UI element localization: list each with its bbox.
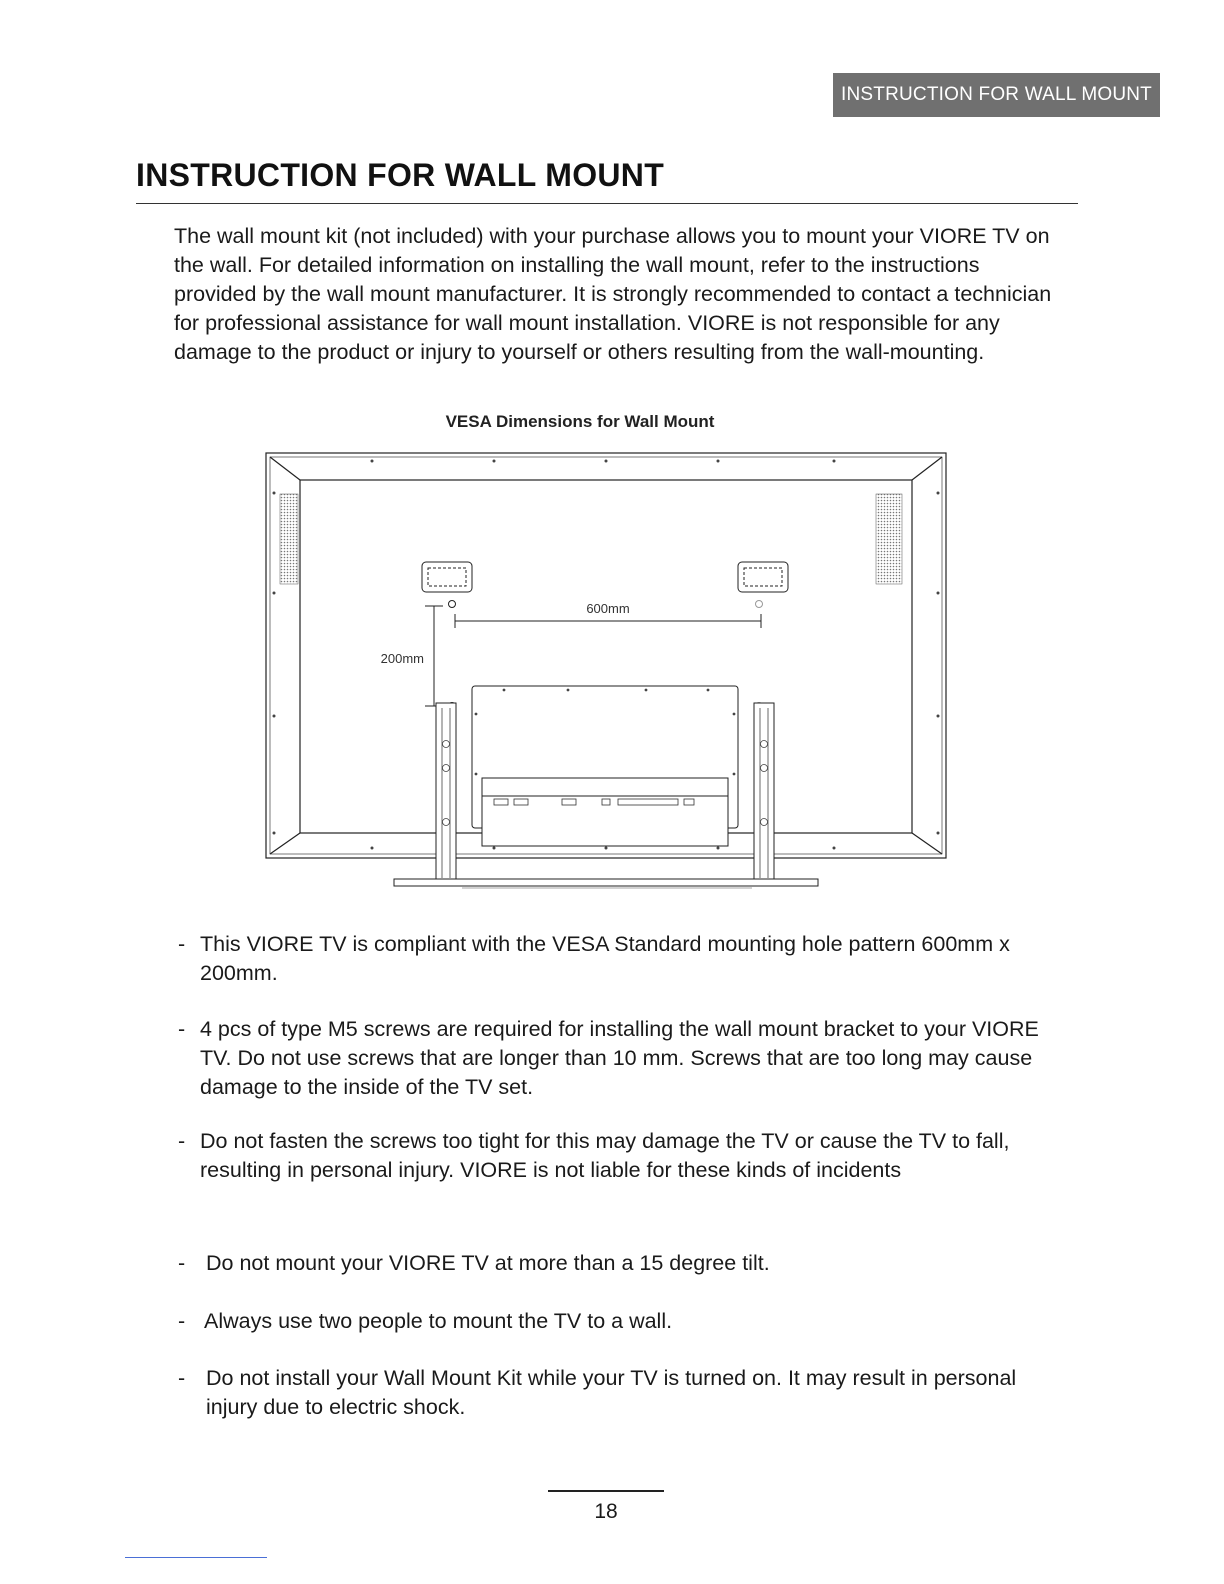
bullet-dash: - — [178, 1017, 186, 1041]
list-item-text: Always use two people to mount the TV to a wall. — [204, 1309, 673, 1333]
vesa-diagram — [262, 448, 952, 898]
list-item — [178, 1249, 1058, 1278]
left-stand-leg — [436, 703, 456, 881]
bullet-dash: - — [178, 1129, 186, 1153]
mount-hole-top-right — [756, 601, 763, 608]
figure-caption: VESA Dimensions for Wall Mount — [445, 412, 715, 431]
dimension-600mm: 600mm — [586, 601, 630, 616]
list-item — [178, 1364, 1058, 1422]
list-item-text: This VIORE TV is compliant with the VESA Standard mounting hole pattern 600mm x 200mm. — [200, 932, 1010, 985]
section-header-tab: INSTRUCTION FOR WALL MOUNT — [833, 73, 1160, 117]
page-number: 18 — [594, 1500, 618, 1523]
mount-hole-top-left — [449, 601, 456, 608]
list-item — [178, 930, 1058, 988]
right-handle — [738, 562, 788, 592]
list-item — [178, 1127, 1058, 1185]
list-item-text: Do not fasten the screws too tight for this may damage the TV or cause the TV to fall, resulting in personal injury. VIORE is not liable for these kinds of incidents — [200, 1129, 1010, 1182]
page-title: INSTRUCTION FOR WALL MOUNT — [136, 157, 665, 193]
bullet-dash: - — [178, 1366, 186, 1390]
stand-base — [394, 879, 818, 886]
list-item-text: Do not install your Wall Mount Kit while your TV is turned on. It may result in personal injury due to electric shock. — [206, 1366, 1017, 1419]
dimension-200mm: 200mm — [380, 651, 424, 666]
title-divider — [136, 203, 1078, 204]
list-item-text: 4 pcs of type M5 screws are required for installing the wall mount bracket to your VIORE TV. Do not use screws that are longer than 10 mm. Screws that are too long may cause damage to the inside of the TV set. — [200, 1017, 1039, 1099]
list-item — [178, 1015, 1058, 1102]
intro-paragraph: The wall mount kit (not included) with your purchase allows you to mount your VIORE TV on the wall. For detailed information on installing the wall mount, refer to the instructions provided by the wall mount manufacturer. It is strongly recommended to contact a technician for professional assistance for wall mount installation. VIORE is not responsible for any damage to the product or injury to yourself or others resulting from the wall-mounting. — [174, 224, 1052, 364]
bullet-dash: - — [178, 1251, 186, 1275]
list-item — [178, 1307, 1058, 1336]
left-handle — [422, 562, 472, 592]
list-item-text: Do not mount your VIORE TV at more than a 15 degree tilt. — [206, 1251, 770, 1275]
left-speaker-grille — [280, 494, 298, 584]
footer-divider — [548, 1490, 664, 1492]
bullet-dash: - — [178, 932, 186, 956]
right-stand-leg — [754, 703, 774, 881]
corner-mark — [125, 1557, 267, 1558]
right-speaker-grille — [876, 494, 902, 584]
bullet-dash: - — [178, 1309, 186, 1333]
